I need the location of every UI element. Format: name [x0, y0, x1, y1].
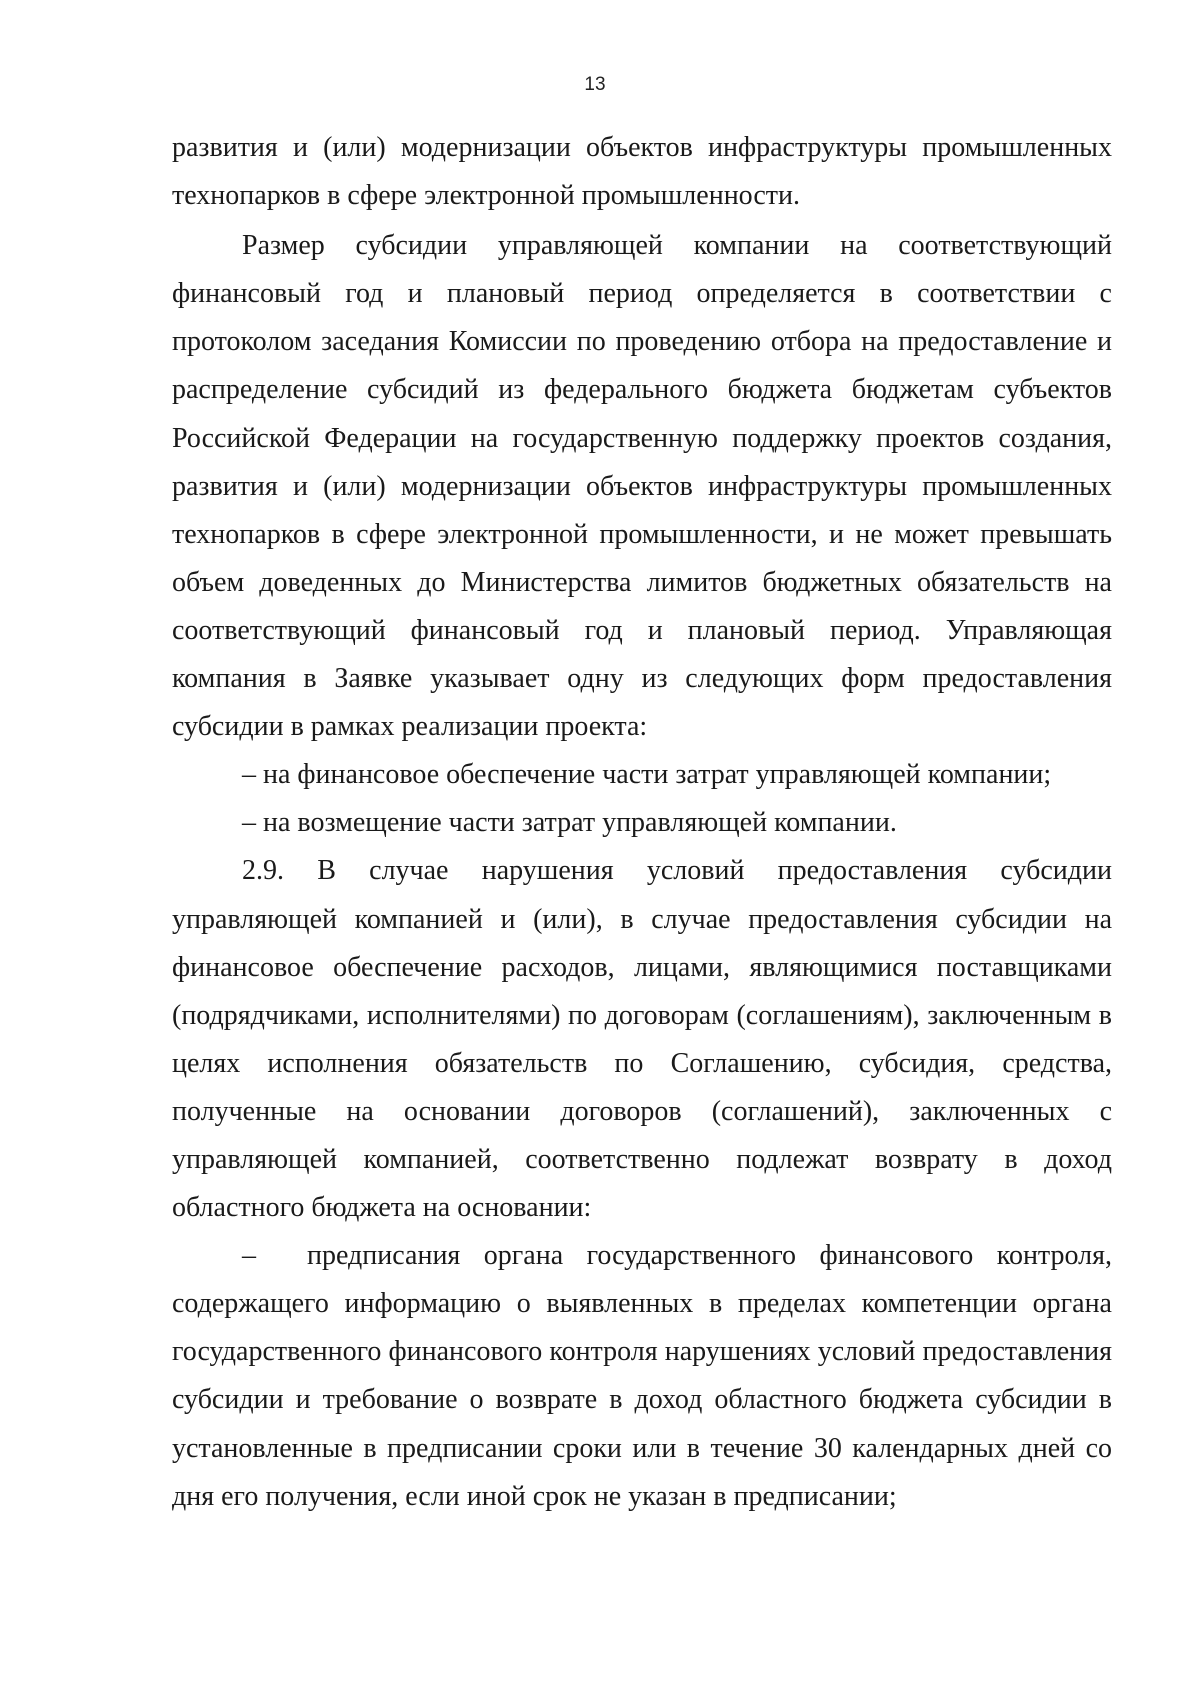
list-item-prescription-text: предписания органа государственного финансового контроля, содержащего информацию о выявленных в пределах компетенции органа государственного финансового контроля нарушениях условий предоставления субсидии и требование о возврате в доход областного бюджета субсидии в установленные в предписании сроки или в течение 30 календарных дней со дня его получения, если иной срок не указан в предписании; [172, 1240, 1112, 1512]
paragraph-section-2-9: 2.9. В случае нарушения условий предоставления субсидии управляющей компанией и (или), в случае предоставления субсидии на финансовое обеспечение расходов, лицами, являющимися поставщиками (подрядчиками, исполнителями) по договорам (соглашениям), заключенным в целях исполнения обязательств по Соглашению, субсидия, средства, полученные на основании договоров (соглашений), заключенных с управляющей компанией, соответственно подлежат возврату в доход областного бюджета на основании: [172, 855, 1112, 1224]
list-item-reimbursement: – на возмещение части затрат управляющей компании. [242, 807, 897, 839]
page-number: 13 [584, 74, 606, 95]
list-item-financial-provision: – на финансовое обеспечение части затрат управляющей компании; [242, 759, 1052, 791]
list-item-prescription [172, 1232, 1112, 1521]
dash-marker: – [242, 1240, 256, 1272]
paragraph-continuation: развития и (или) модернизации объектов инфраструктуры промышленных технопарков в сфере электронной промышленности. [172, 132, 1112, 212]
document-body [172, 124, 1112, 1521]
paragraph-subsidy-size: Размер субсидии управляющей компании на соответствующий финансовый год и плановый период определяется в соответствии с протоколом заседания Комиссии по проведению отбора на предоставление и распределение субсидий из федерального бюджета бюджетам субъектов Российской Федерации на государственную поддержку проектов создания, развития и (или) модернизации объектов инфраструктуры промышленных технопарков в сфере электронной промышленности, и не может превышать объем доведенных до Министерства лимитов бюджетных обязательств на соответствующий финансовый год и плановый период. Управляющая компания в Заявке указывает одну из следующих форм предоставления субсидии в рамках реализации проекта: [172, 230, 1112, 743]
